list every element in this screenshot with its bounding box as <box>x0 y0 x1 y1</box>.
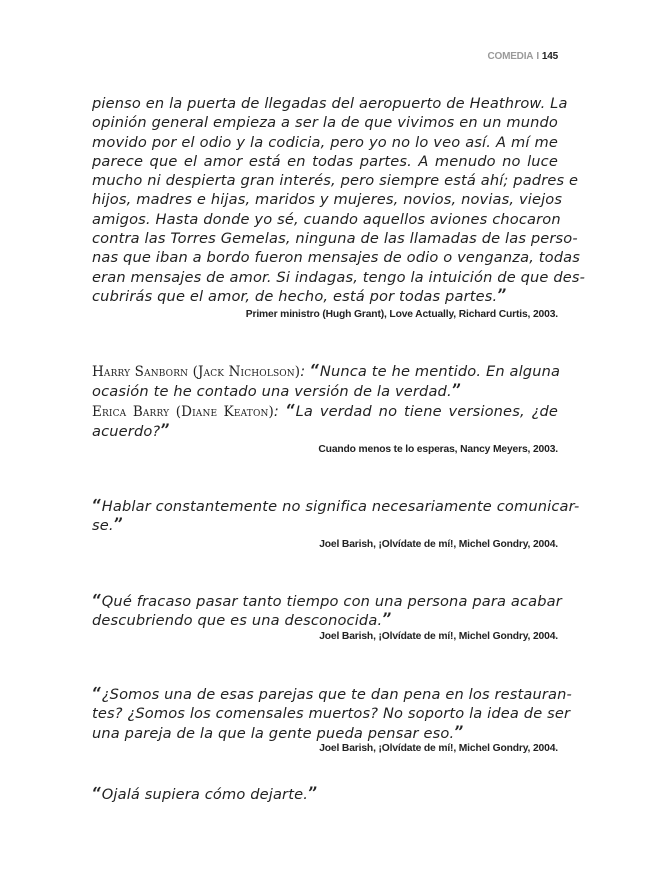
quote-dialogue <box>92 361 561 457</box>
quote-line <box>92 724 558 743</box>
open-quote-mark: “ <box>92 496 100 516</box>
close-quote-mark: ” <box>308 784 316 804</box>
running-header <box>487 51 558 62</box>
open-quote-mark: “ <box>92 784 100 804</box>
close-quote-mark: ” <box>497 285 506 306</box>
quote-love-actually <box>92 94 586 322</box>
quote-text: acuerdo? <box>92 422 161 440</box>
quote-ojala <box>92 785 558 804</box>
close-quote-mark: ” <box>160 420 169 441</box>
close-quote-mark: ” <box>454 722 463 743</box>
attribution: Cuando menos te lo esperas, Nancy Meyers, 2003. <box>318 444 558 456</box>
quote-line <box>92 402 558 422</box>
quote-line: parece que el amor está en todas partes. A menudo no luce <box>92 152 558 170</box>
quote-text: Nunca te he mentido. En alguna <box>319 363 561 380</box>
quote-line: hijos, madres e hijas, maridos y mujeres, novios, novias, viejos <box>92 191 563 209</box>
quote-line <box>92 785 558 804</box>
quote-text: descubriendo que es una desconocida. <box>92 612 383 630</box>
quote-text: ocasión te he contado una versión de la verdad. <box>92 383 452 401</box>
quote-line <box>92 591 562 611</box>
quote-line: movido por el odio y la codicia, pero yo no lo veo así. A mí me <box>92 133 558 151</box>
quote-text: La verdad no tiene versiones, ¿de <box>295 402 559 420</box>
quote-line <box>92 496 580 516</box>
close-quote-mark: ” <box>113 515 122 536</box>
quote-text: una pareja de la que la gente pueda pensar eso. <box>92 724 455 742</box>
attribution: Primer ministro (Hugh Grant), Love Actually, Richard Curtis, 2003. <box>245 309 558 321</box>
attribution: Joel Barish, ¡Olvídate de mí!, Michel Gondry, 2004. <box>319 538 558 550</box>
quote-text: se. <box>92 517 114 535</box>
speaker-name: Harry Sanborn (Jack Nicholson) <box>92 364 301 380</box>
attribution: Joel Barish, ¡Olvídate de mí!, Michel Gondry, 2004. <box>319 630 558 642</box>
quote-hablar <box>92 496 580 552</box>
quote-line <box>92 611 558 630</box>
section-title: COMEDIA <box>487 51 534 62</box>
quote-line: mucho ni despierta gran interés, pero siempre está ahí; padres e <box>92 172 579 190</box>
quote-line <box>92 684 572 704</box>
open-quote-mark: “ <box>92 684 100 704</box>
page-number: 145 <box>541 51 558 62</box>
attribution: Joel Barish, ¡Olvídate de mí!, Michel Gondry, 2004. <box>319 742 558 754</box>
quote-fracaso <box>92 591 562 644</box>
quote-line: contra las Torres Gemelas, ninguna de las llamadas de las perso- <box>92 230 578 248</box>
close-quote-mark: ” <box>382 610 391 631</box>
open-quote-mark: “ <box>310 361 318 381</box>
quote-line <box>92 287 558 306</box>
quote-line <box>92 382 558 401</box>
colon: : <box>273 402 286 420</box>
quote-line <box>92 516 558 535</box>
quote-line: eran mensajes de amor. Si indagas, tengo la intuición de que des- <box>92 268 586 286</box>
quote-line <box>92 361 561 382</box>
quote-line <box>92 422 558 441</box>
quote-text: cubrirás que el amor, de hecho, está por todas partes. <box>92 287 498 305</box>
quote-text: Ojalá supiera cómo dejarte. <box>101 786 308 803</box>
quote-line: opinión general empieza a ser la de que vivimos en un mundo <box>92 114 558 132</box>
speaker-name: Erica Barry (Diane Keaton) <box>92 403 274 420</box>
quote-line: amigos. Hasta donde yo sé, cuando aquellos aviones chocaron <box>92 210 561 228</box>
close-quote-mark: ” <box>451 381 460 402</box>
colon: : <box>300 363 311 380</box>
quote-line: tes? ¿Somos los comensales muertos? No soporto la idea de ser <box>92 705 571 723</box>
open-quote-mark: “ <box>92 591 100 611</box>
quote-line: nas que iban a bordo fueron mensajes de odio o venganza, todas <box>92 249 580 267</box>
quote-text: ¿Somos una de esas parejas que te dan pena en los restauran- <box>101 686 572 703</box>
quote-parejas <box>92 684 572 756</box>
quote-text: Qué fracaso pasar tanto tiempo con una persona para acabar <box>101 593 562 610</box>
quote-line: pienso en la puerta de llegadas del aeropuerto de Heathrow. La <box>92 95 568 112</box>
quote-text: Hablar constantemente no significa necesariamente comunicar- <box>101 498 580 515</box>
open-quote-mark: “ <box>285 400 294 421</box>
header-separator: I <box>536 51 539 62</box>
